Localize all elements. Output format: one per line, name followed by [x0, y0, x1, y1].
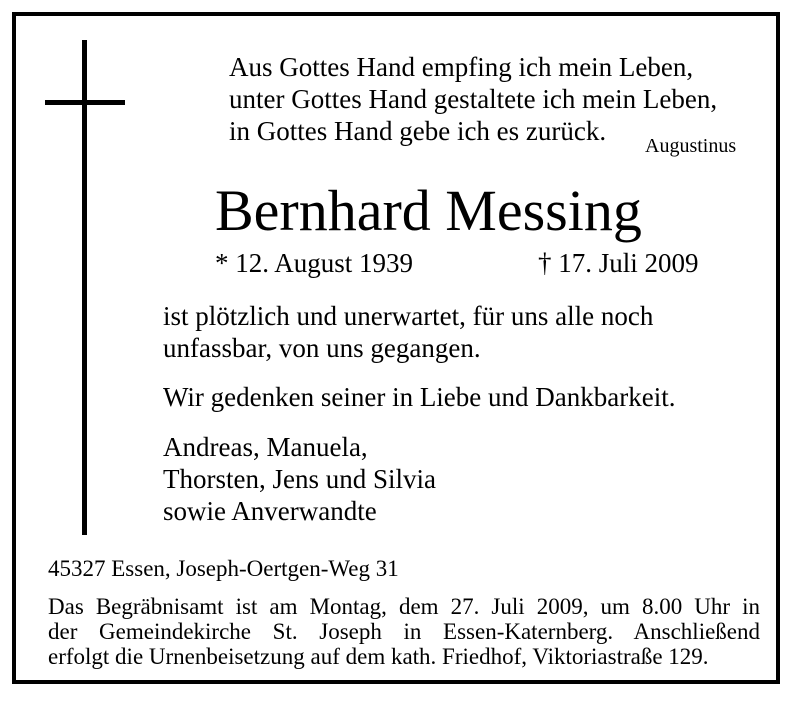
mourner-address: 45327 Essen, Joseph-Oertgen-Weg 31 — [48, 556, 399, 581]
remembrance-text: Wir gedenken seiner in Liebe und Dankbarkeit. — [163, 382, 676, 412]
mourner-line: Thorsten, Jens und Silvia — [163, 464, 436, 494]
message-line: unfassbar, von uns gegangen. — [163, 333, 481, 363]
quote-line: unter Gottes Hand gestaltete ich mein Leben, — [229, 84, 718, 114]
cross-icon — [82, 40, 87, 535]
message-text — [163, 300, 653, 364]
death-date: † 17. Juli 2009 — [538, 248, 699, 278]
birth-date: * 12. August 1939 — [215, 248, 414, 278]
quote-author: Augustinus — [645, 135, 737, 157]
mourners-list — [163, 431, 436, 527]
cross-icon-bar — [45, 100, 125, 105]
mourner-line: sowie Anverwandte — [163, 496, 377, 526]
funeral-line: erfolgt die Urnenbeisetzung auf dem kath. Friedhof, Viktoriastraße 129. — [48, 644, 709, 669]
mourner-line: Andreas, Manuela, — [163, 432, 368, 462]
obituary-notice — [12, 12, 780, 684]
funeral-line: der Gemeindekirche St. Joseph in Essen-Katernberg. Anschließend — [48, 619, 760, 644]
quote — [229, 51, 717, 147]
funeral-line: Das Begräbnisamt ist am Montag, dem 27. Juli 2009, um 8.00 Uhr in — [48, 594, 760, 619]
quote-line: Aus Gottes Hand empfing ich mein Leben, — [229, 52, 694, 82]
funeral-details — [48, 594, 760, 669]
quote-line: in Gottes Hand gebe ich es zurück. — [229, 116, 607, 146]
message-line: ist plötzlich und unerwartet, für uns alle noch — [163, 301, 654, 331]
deceased-name: Bernhard Messing — [215, 178, 642, 243]
